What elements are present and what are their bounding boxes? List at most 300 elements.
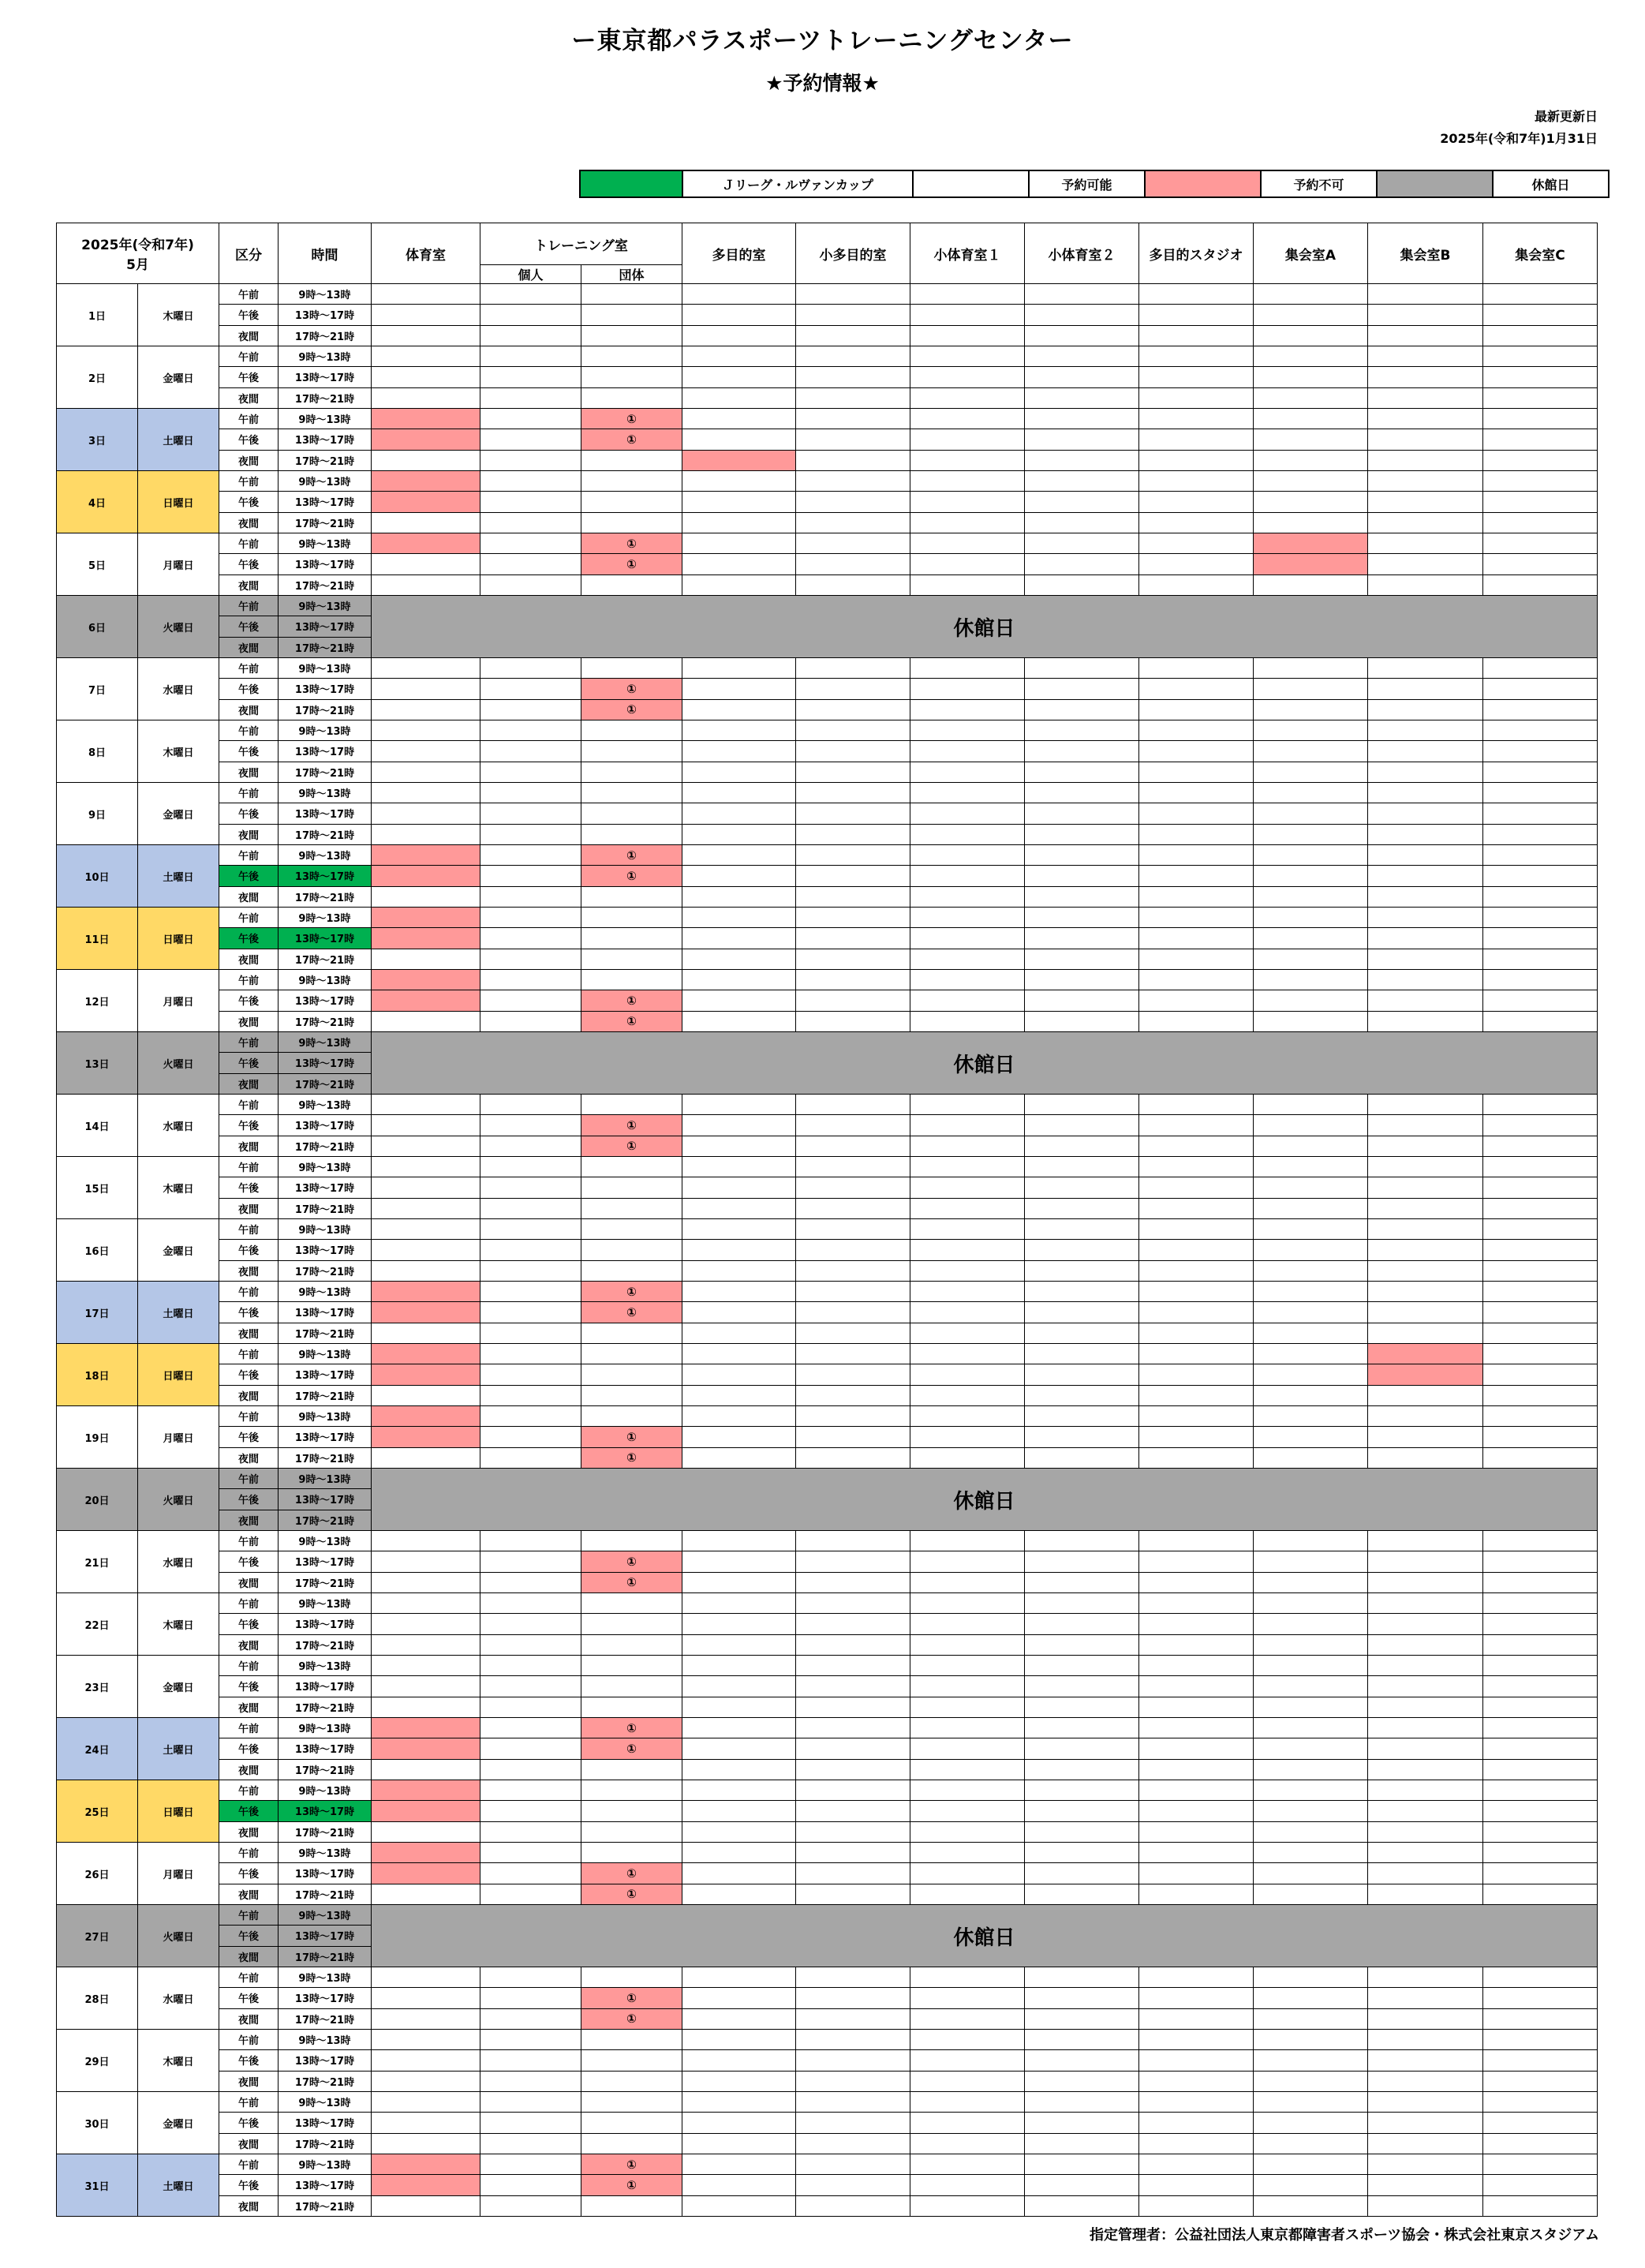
small-multipurpose-room-cell[interactable] bbox=[796, 2050, 910, 2071]
meeting-room-b-cell[interactable] bbox=[1368, 1364, 1483, 1385]
training-individual-cell[interactable] bbox=[480, 574, 581, 595]
small-multipurpose-room-cell[interactable] bbox=[796, 720, 910, 741]
small-multipurpose-room-cell[interactable] bbox=[796, 512, 910, 533]
multipurpose-studio-cell[interactable] bbox=[1139, 1282, 1254, 1302]
small-gym-2-cell[interactable] bbox=[1025, 512, 1139, 533]
training-group-cell[interactable] bbox=[581, 367, 682, 387]
gym-cell[interactable] bbox=[372, 346, 480, 367]
meeting-room-a-cell[interactable] bbox=[1254, 325, 1368, 346]
training-group-cell[interactable] bbox=[581, 1157, 682, 1177]
meeting-room-a-cell[interactable] bbox=[1254, 574, 1368, 595]
small-multipurpose-room-cell[interactable] bbox=[796, 1136, 910, 1156]
meeting-room-c-cell[interactable] bbox=[1483, 2008, 1598, 2029]
training-individual-cell[interactable] bbox=[480, 1759, 581, 1780]
meeting-room-a-cell[interactable] bbox=[1254, 1385, 1368, 1405]
multipurpose-room-cell[interactable] bbox=[682, 554, 796, 574]
meeting-room-c-cell[interactable] bbox=[1483, 845, 1598, 866]
small-multipurpose-room-cell[interactable] bbox=[796, 1697, 910, 1717]
meeting-room-a-cell[interactable] bbox=[1254, 1136, 1368, 1156]
small-multipurpose-room-cell[interactable] bbox=[796, 1656, 910, 1676]
multipurpose-room-cell[interactable] bbox=[682, 1406, 796, 1427]
meeting-room-a-cell[interactable] bbox=[1254, 1821, 1368, 1842]
small-gym-2-cell[interactable] bbox=[1025, 2030, 1139, 2050]
meeting-room-c-cell[interactable] bbox=[1483, 1572, 1598, 1592]
multipurpose-studio-cell[interactable] bbox=[1139, 492, 1254, 512]
multipurpose-room-cell[interactable] bbox=[682, 803, 796, 824]
small-gym-1-cell[interactable] bbox=[910, 284, 1025, 305]
small-gym-1-cell[interactable] bbox=[910, 908, 1025, 928]
small-gym-1-cell[interactable] bbox=[910, 1884, 1025, 1904]
meeting-room-b-cell[interactable] bbox=[1368, 824, 1483, 844]
gym-cell[interactable] bbox=[372, 928, 480, 949]
multipurpose-room-cell[interactable] bbox=[682, 492, 796, 512]
small-multipurpose-room-cell[interactable] bbox=[796, 1801, 910, 1821]
multipurpose-studio-cell[interactable] bbox=[1139, 783, 1254, 803]
multipurpose-room-cell[interactable] bbox=[682, 1198, 796, 1218]
meeting-room-b-cell[interactable] bbox=[1368, 970, 1483, 990]
meeting-room-a-cell[interactable] bbox=[1254, 741, 1368, 762]
meeting-room-c-cell[interactable] bbox=[1483, 1136, 1598, 1156]
small-gym-2-cell[interactable] bbox=[1025, 741, 1139, 762]
meeting-room-c-cell[interactable] bbox=[1483, 990, 1598, 1011]
small-gym-1-cell[interactable] bbox=[910, 1364, 1025, 1385]
multipurpose-room-cell[interactable] bbox=[682, 679, 796, 699]
meeting-room-c-cell[interactable] bbox=[1483, 1282, 1598, 1302]
training-group-cell[interactable] bbox=[581, 1447, 682, 1468]
small-multipurpose-room-cell[interactable] bbox=[796, 1676, 910, 1697]
small-gym-1-cell[interactable] bbox=[910, 409, 1025, 429]
gym-cell[interactable] bbox=[372, 325, 480, 346]
small-multipurpose-room-cell[interactable] bbox=[796, 2154, 910, 2175]
multipurpose-studio-cell[interactable] bbox=[1139, 1614, 1254, 1634]
gym-cell[interactable] bbox=[372, 2154, 480, 2175]
multipurpose-studio-cell[interactable] bbox=[1139, 2195, 1254, 2216]
small-gym-1-cell[interactable] bbox=[910, 990, 1025, 1011]
small-gym-2-cell[interactable] bbox=[1025, 387, 1139, 408]
training-group-cell[interactable] bbox=[581, 679, 682, 699]
meeting-room-c-cell[interactable] bbox=[1483, 1759, 1598, 1780]
training-group-cell[interactable] bbox=[581, 1718, 682, 1738]
meeting-room-c-cell[interactable] bbox=[1483, 928, 1598, 949]
training-individual-cell[interactable] bbox=[480, 990, 581, 1011]
gym-cell[interactable] bbox=[372, 2092, 480, 2113]
small-multipurpose-room-cell[interactable] bbox=[796, 1260, 910, 1281]
gym-cell[interactable] bbox=[372, 1593, 480, 1614]
multipurpose-room-cell[interactable] bbox=[682, 1634, 796, 1655]
training-group-cell[interactable] bbox=[581, 2008, 682, 2029]
meeting-room-c-cell[interactable] bbox=[1483, 866, 1598, 886]
gym-cell[interactable] bbox=[372, 1572, 480, 1592]
gym-cell[interactable] bbox=[372, 367, 480, 387]
meeting-room-b-cell[interactable] bbox=[1368, 866, 1483, 886]
training-individual-cell[interactable] bbox=[480, 699, 581, 720]
gym-cell[interactable] bbox=[372, 1634, 480, 1655]
meeting-room-b-cell[interactable] bbox=[1368, 1406, 1483, 1427]
small-gym-2-cell[interactable] bbox=[1025, 2008, 1139, 2029]
gym-cell[interactable] bbox=[372, 1177, 480, 1198]
meeting-room-c-cell[interactable] bbox=[1483, 1821, 1598, 1842]
multipurpose-studio-cell[interactable] bbox=[1139, 908, 1254, 928]
multipurpose-room-cell[interactable] bbox=[682, 824, 796, 844]
small-gym-2-cell[interactable] bbox=[1025, 1718, 1139, 1738]
small-gym-1-cell[interactable] bbox=[910, 2030, 1025, 2050]
meeting-room-c-cell[interactable] bbox=[1483, 679, 1598, 699]
gym-cell[interactable] bbox=[372, 2133, 480, 2154]
small-gym-1-cell[interactable] bbox=[910, 928, 1025, 949]
meeting-room-b-cell[interactable] bbox=[1368, 2092, 1483, 2113]
training-individual-cell[interactable] bbox=[480, 866, 581, 886]
small-multipurpose-room-cell[interactable] bbox=[796, 2071, 910, 2091]
multipurpose-room-cell[interactable] bbox=[682, 845, 796, 866]
gym-cell[interactable] bbox=[372, 1676, 480, 1697]
training-individual-cell[interactable] bbox=[480, 1157, 581, 1177]
multipurpose-studio-cell[interactable] bbox=[1139, 1157, 1254, 1177]
small-gym-2-cell[interactable] bbox=[1025, 429, 1139, 450]
gym-cell[interactable] bbox=[372, 409, 480, 429]
small-multipurpose-room-cell[interactable] bbox=[796, 1884, 910, 1904]
small-gym-1-cell[interactable] bbox=[910, 367, 1025, 387]
training-individual-cell[interactable] bbox=[480, 970, 581, 990]
multipurpose-room-cell[interactable] bbox=[682, 2133, 796, 2154]
multipurpose-room-cell[interactable] bbox=[682, 1447, 796, 1468]
multipurpose-room-cell[interactable] bbox=[682, 866, 796, 886]
gym-cell[interactable] bbox=[372, 1095, 480, 1115]
meeting-room-c-cell[interactable] bbox=[1483, 908, 1598, 928]
meeting-room-b-cell[interactable] bbox=[1368, 1801, 1483, 1821]
multipurpose-studio-cell[interactable] bbox=[1139, 699, 1254, 720]
multipurpose-room-cell[interactable] bbox=[682, 1260, 796, 1281]
small-gym-2-cell[interactable] bbox=[1025, 1323, 1139, 1343]
small-gym-1-cell[interactable] bbox=[910, 1115, 1025, 1136]
meeting-room-a-cell[interactable] bbox=[1254, 699, 1368, 720]
small-gym-1-cell[interactable] bbox=[910, 450, 1025, 470]
small-multipurpose-room-cell[interactable] bbox=[796, 2113, 910, 2133]
small-gym-1-cell[interactable] bbox=[910, 783, 1025, 803]
small-gym-2-cell[interactable] bbox=[1025, 1364, 1139, 1385]
small-gym-2-cell[interactable] bbox=[1025, 1759, 1139, 1780]
multipurpose-studio-cell[interactable] bbox=[1139, 1884, 1254, 1904]
small-multipurpose-room-cell[interactable] bbox=[796, 1115, 910, 1136]
small-multipurpose-room-cell[interactable] bbox=[796, 2030, 910, 2050]
training-group-cell[interactable] bbox=[581, 2071, 682, 2091]
small-multipurpose-room-cell[interactable] bbox=[796, 970, 910, 990]
meeting-room-b-cell[interactable] bbox=[1368, 1344, 1483, 1364]
meeting-room-a-cell[interactable] bbox=[1254, 886, 1368, 907]
multipurpose-studio-cell[interactable] bbox=[1139, 845, 1254, 866]
multipurpose-studio-cell[interactable] bbox=[1139, 1136, 1254, 1156]
multipurpose-room-cell[interactable] bbox=[682, 1821, 796, 1842]
training-group-cell[interactable] bbox=[581, 1738, 682, 1759]
meeting-room-c-cell[interactable] bbox=[1483, 1095, 1598, 1115]
training-group-cell[interactable] bbox=[581, 1780, 682, 1801]
multipurpose-studio-cell[interactable] bbox=[1139, 928, 1254, 949]
gym-cell[interactable] bbox=[372, 1718, 480, 1738]
small-gym-1-cell[interactable] bbox=[910, 1240, 1025, 1260]
training-individual-cell[interactable] bbox=[480, 492, 581, 512]
multipurpose-room-cell[interactable] bbox=[682, 1282, 796, 1302]
small-multipurpose-room-cell[interactable] bbox=[796, 1531, 910, 1551]
meeting-room-c-cell[interactable] bbox=[1483, 1863, 1598, 1884]
meeting-room-c-cell[interactable] bbox=[1483, 2071, 1598, 2091]
small-multipurpose-room-cell[interactable] bbox=[796, 699, 910, 720]
multipurpose-room-cell[interactable] bbox=[682, 2113, 796, 2133]
multipurpose-studio-cell[interactable] bbox=[1139, 949, 1254, 969]
training-individual-cell[interactable] bbox=[480, 1843, 581, 1863]
meeting-room-b-cell[interactable] bbox=[1368, 1988, 1483, 2008]
meeting-room-b-cell[interactable] bbox=[1368, 990, 1483, 1011]
training-group-cell[interactable] bbox=[581, 387, 682, 408]
small-gym-1-cell[interactable] bbox=[910, 1614, 1025, 1634]
training-group-cell[interactable] bbox=[581, 1364, 682, 1385]
training-individual-cell[interactable] bbox=[480, 1115, 581, 1136]
meeting-room-b-cell[interactable] bbox=[1368, 1136, 1483, 1156]
training-individual-cell[interactable] bbox=[480, 783, 581, 803]
small-gym-1-cell[interactable] bbox=[910, 1821, 1025, 1842]
meeting-room-c-cell[interactable] bbox=[1483, 387, 1598, 408]
training-group-cell[interactable] bbox=[581, 1988, 682, 2008]
meeting-room-c-cell[interactable] bbox=[1483, 429, 1598, 450]
gym-cell[interactable] bbox=[372, 2008, 480, 2029]
meeting-room-c-cell[interactable] bbox=[1483, 803, 1598, 824]
multipurpose-studio-cell[interactable] bbox=[1139, 866, 1254, 886]
meeting-room-a-cell[interactable] bbox=[1254, 1759, 1368, 1780]
training-group-cell[interactable] bbox=[581, 533, 682, 554]
training-group-cell[interactable] bbox=[581, 1843, 682, 1863]
meeting-room-a-cell[interactable] bbox=[1254, 1572, 1368, 1592]
multipurpose-studio-cell[interactable] bbox=[1139, 970, 1254, 990]
multipurpose-studio-cell[interactable] bbox=[1139, 2133, 1254, 2154]
small-gym-2-cell[interactable] bbox=[1025, 1531, 1139, 1551]
meeting-room-a-cell[interactable] bbox=[1254, 1780, 1368, 1801]
small-multipurpose-room-cell[interactable] bbox=[796, 305, 910, 325]
meeting-room-b-cell[interactable] bbox=[1368, 1676, 1483, 1697]
multipurpose-room-cell[interactable] bbox=[682, 1385, 796, 1405]
meeting-room-b-cell[interactable] bbox=[1368, 1385, 1483, 1405]
training-group-cell[interactable] bbox=[581, 1863, 682, 1884]
gym-cell[interactable] bbox=[372, 305, 480, 325]
small-gym-1-cell[interactable] bbox=[910, 1780, 1025, 1801]
small-gym-2-cell[interactable] bbox=[1025, 284, 1139, 305]
small-gym-2-cell[interactable] bbox=[1025, 1863, 1139, 1884]
training-group-cell[interactable] bbox=[581, 886, 682, 907]
small-gym-1-cell[interactable] bbox=[910, 1863, 1025, 1884]
training-group-cell[interactable] bbox=[581, 2092, 682, 2113]
training-individual-cell[interactable] bbox=[480, 949, 581, 969]
meeting-room-a-cell[interactable] bbox=[1254, 1260, 1368, 1281]
meeting-room-c-cell[interactable] bbox=[1483, 1240, 1598, 1260]
small-multipurpose-room-cell[interactable] bbox=[796, 1406, 910, 1427]
training-group-cell[interactable] bbox=[581, 1302, 682, 1323]
multipurpose-room-cell[interactable] bbox=[682, 1136, 796, 1156]
multipurpose-studio-cell[interactable] bbox=[1139, 346, 1254, 367]
gym-cell[interactable] bbox=[372, 1323, 480, 1343]
multipurpose-studio-cell[interactable] bbox=[1139, 450, 1254, 470]
gym-cell[interactable] bbox=[372, 533, 480, 554]
meeting-room-c-cell[interactable] bbox=[1483, 492, 1598, 512]
gym-cell[interactable] bbox=[372, 970, 480, 990]
small-multipurpose-room-cell[interactable] bbox=[796, 1219, 910, 1240]
multipurpose-studio-cell[interactable] bbox=[1139, 1988, 1254, 2008]
small-gym-2-cell[interactable] bbox=[1025, 1011, 1139, 1031]
multipurpose-studio-cell[interactable] bbox=[1139, 1011, 1254, 1031]
training-individual-cell[interactable] bbox=[480, 1614, 581, 1634]
meeting-room-a-cell[interactable] bbox=[1254, 1614, 1368, 1634]
small-gym-1-cell[interactable] bbox=[910, 803, 1025, 824]
meeting-room-b-cell[interactable] bbox=[1368, 1863, 1483, 1884]
training-group-cell[interactable] bbox=[581, 2030, 682, 2050]
training-group-cell[interactable] bbox=[581, 1884, 682, 1904]
small-gym-2-cell[interactable] bbox=[1025, 1447, 1139, 1468]
small-gym-2-cell[interactable] bbox=[1025, 990, 1139, 1011]
meeting-room-c-cell[interactable] bbox=[1483, 1385, 1598, 1405]
gym-cell[interactable] bbox=[372, 1260, 480, 1281]
small-gym-2-cell[interactable] bbox=[1025, 720, 1139, 741]
small-gym-2-cell[interactable] bbox=[1025, 1801, 1139, 1821]
small-gym-1-cell[interactable] bbox=[910, 2154, 1025, 2175]
meeting-room-a-cell[interactable] bbox=[1254, 2071, 1368, 2091]
multipurpose-room-cell[interactable] bbox=[682, 1614, 796, 1634]
meeting-room-a-cell[interactable] bbox=[1254, 346, 1368, 367]
meeting-room-b-cell[interactable] bbox=[1368, 1614, 1483, 1634]
small-gym-1-cell[interactable] bbox=[910, 1551, 1025, 1572]
meeting-room-c-cell[interactable] bbox=[1483, 824, 1598, 844]
training-individual-cell[interactable] bbox=[480, 908, 581, 928]
meeting-room-c-cell[interactable] bbox=[1483, 2175, 1598, 2195]
meeting-room-b-cell[interactable] bbox=[1368, 886, 1483, 907]
training-individual-cell[interactable] bbox=[480, 1863, 581, 1884]
multipurpose-room-cell[interactable] bbox=[682, 1738, 796, 1759]
small-gym-1-cell[interactable] bbox=[910, 1219, 1025, 1240]
small-gym-1-cell[interactable] bbox=[910, 1136, 1025, 1156]
meeting-room-a-cell[interactable] bbox=[1254, 554, 1368, 574]
small-gym-2-cell[interactable] bbox=[1025, 866, 1139, 886]
meeting-room-c-cell[interactable] bbox=[1483, 346, 1598, 367]
small-gym-1-cell[interactable] bbox=[910, 1634, 1025, 1655]
training-individual-cell[interactable] bbox=[480, 1634, 581, 1655]
small-gym-1-cell[interactable] bbox=[910, 1385, 1025, 1405]
small-gym-1-cell[interactable] bbox=[910, 845, 1025, 866]
training-group-cell[interactable] bbox=[581, 741, 682, 762]
training-individual-cell[interactable] bbox=[480, 1821, 581, 1842]
meeting-room-b-cell[interactable] bbox=[1368, 1634, 1483, 1655]
small-multipurpose-room-cell[interactable] bbox=[796, 1323, 910, 1343]
small-multipurpose-room-cell[interactable] bbox=[796, 1157, 910, 1177]
gym-cell[interactable] bbox=[372, 824, 480, 844]
meeting-room-a-cell[interactable] bbox=[1254, 284, 1368, 305]
meeting-room-b-cell[interactable] bbox=[1368, 741, 1483, 762]
meeting-room-a-cell[interactable] bbox=[1254, 679, 1368, 699]
meeting-room-c-cell[interactable] bbox=[1483, 305, 1598, 325]
multipurpose-studio-cell[interactable] bbox=[1139, 2092, 1254, 2113]
training-individual-cell[interactable] bbox=[480, 928, 581, 949]
training-individual-cell[interactable] bbox=[480, 1551, 581, 1572]
small-gym-1-cell[interactable] bbox=[910, 574, 1025, 595]
meeting-room-c-cell[interactable] bbox=[1483, 409, 1598, 429]
multipurpose-studio-cell[interactable] bbox=[1139, 2050, 1254, 2071]
training-group-cell[interactable] bbox=[581, 1136, 682, 1156]
gym-cell[interactable] bbox=[372, 1614, 480, 1634]
meeting-room-b-cell[interactable] bbox=[1368, 512, 1483, 533]
meeting-room-a-cell[interactable] bbox=[1254, 1177, 1368, 1198]
meeting-room-a-cell[interactable] bbox=[1254, 1302, 1368, 1323]
gym-cell[interactable] bbox=[372, 1863, 480, 1884]
training-group-cell[interactable] bbox=[581, 1967, 682, 1988]
meeting-room-b-cell[interactable] bbox=[1368, 720, 1483, 741]
meeting-room-b-cell[interactable] bbox=[1368, 2071, 1483, 2091]
meeting-room-c-cell[interactable] bbox=[1483, 2154, 1598, 2175]
training-group-cell[interactable] bbox=[581, 1801, 682, 1821]
meeting-room-a-cell[interactable] bbox=[1254, 2092, 1368, 2113]
small-multipurpose-room-cell[interactable] bbox=[796, 367, 910, 387]
training-individual-cell[interactable] bbox=[480, 325, 581, 346]
meeting-room-c-cell[interactable] bbox=[1483, 2050, 1598, 2071]
training-group-cell[interactable] bbox=[581, 1385, 682, 1405]
meeting-room-b-cell[interactable] bbox=[1368, 554, 1483, 574]
training-individual-cell[interactable] bbox=[480, 1427, 581, 1447]
meeting-room-b-cell[interactable] bbox=[1368, 1551, 1483, 1572]
meeting-room-c-cell[interactable] bbox=[1483, 1364, 1598, 1385]
meeting-room-b-cell[interactable] bbox=[1368, 1095, 1483, 1115]
training-individual-cell[interactable] bbox=[480, 1988, 581, 2008]
meeting-room-b-cell[interactable] bbox=[1368, 1323, 1483, 1343]
training-group-cell[interactable] bbox=[581, 720, 682, 741]
training-group-cell[interactable] bbox=[581, 845, 682, 866]
gym-cell[interactable] bbox=[372, 990, 480, 1011]
multipurpose-room-cell[interactable] bbox=[682, 1427, 796, 1447]
meeting-room-b-cell[interactable] bbox=[1368, 2050, 1483, 2071]
meeting-room-c-cell[interactable] bbox=[1483, 1323, 1598, 1343]
meeting-room-b-cell[interactable] bbox=[1368, 908, 1483, 928]
small-gym-1-cell[interactable] bbox=[910, 970, 1025, 990]
small-gym-2-cell[interactable] bbox=[1025, 2154, 1139, 2175]
meeting-room-a-cell[interactable] bbox=[1254, 866, 1368, 886]
training-group-cell[interactable] bbox=[581, 1614, 682, 1634]
small-gym-1-cell[interactable] bbox=[910, 949, 1025, 969]
small-gym-1-cell[interactable] bbox=[910, 1095, 1025, 1115]
multipurpose-studio-cell[interactable] bbox=[1139, 471, 1254, 492]
multipurpose-room-cell[interactable] bbox=[682, 762, 796, 782]
multipurpose-studio-cell[interactable] bbox=[1139, 1863, 1254, 1884]
multipurpose-room-cell[interactable] bbox=[682, 1759, 796, 1780]
small-gym-2-cell[interactable] bbox=[1025, 845, 1139, 866]
multipurpose-studio-cell[interactable] bbox=[1139, 762, 1254, 782]
small-gym-1-cell[interactable] bbox=[910, 1656, 1025, 1676]
gym-cell[interactable] bbox=[372, 886, 480, 907]
gym-cell[interactable] bbox=[372, 512, 480, 533]
small-multipurpose-room-cell[interactable] bbox=[796, 429, 910, 450]
small-multipurpose-room-cell[interactable] bbox=[796, 2195, 910, 2216]
meeting-room-c-cell[interactable] bbox=[1483, 2195, 1598, 2216]
meeting-room-b-cell[interactable] bbox=[1368, 658, 1483, 679]
training-individual-cell[interactable] bbox=[480, 1406, 581, 1427]
gym-cell[interactable] bbox=[372, 1780, 480, 1801]
small-gym-1-cell[interactable] bbox=[910, 492, 1025, 512]
small-gym-2-cell[interactable] bbox=[1025, 2195, 1139, 2216]
training-individual-cell[interactable] bbox=[480, 346, 581, 367]
meeting-room-a-cell[interactable] bbox=[1254, 1801, 1368, 1821]
meeting-room-a-cell[interactable] bbox=[1254, 1676, 1368, 1697]
small-multipurpose-room-cell[interactable] bbox=[796, 1759, 910, 1780]
meeting-room-c-cell[interactable] bbox=[1483, 1427, 1598, 1447]
gym-cell[interactable] bbox=[372, 2195, 480, 2216]
training-group-cell[interactable] bbox=[581, 1011, 682, 1031]
training-individual-cell[interactable] bbox=[480, 2030, 581, 2050]
multipurpose-room-cell[interactable] bbox=[682, 970, 796, 990]
small-multipurpose-room-cell[interactable] bbox=[796, 1593, 910, 1614]
gym-cell[interactable] bbox=[372, 1240, 480, 1260]
training-individual-cell[interactable] bbox=[480, 1198, 581, 1218]
multipurpose-room-cell[interactable] bbox=[682, 886, 796, 907]
